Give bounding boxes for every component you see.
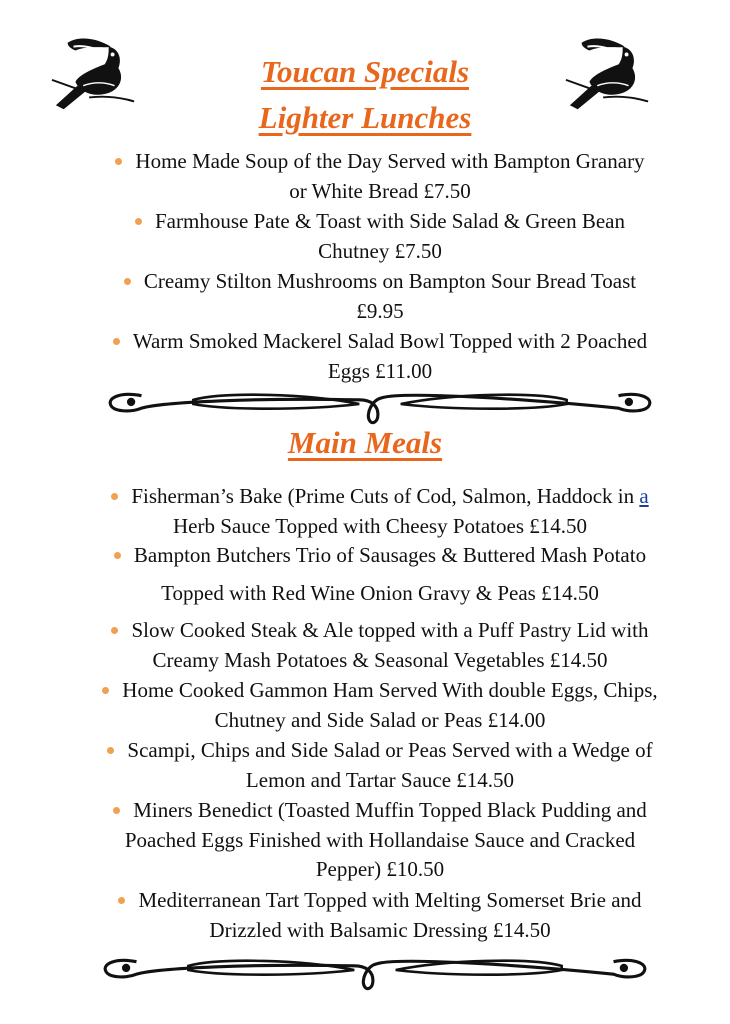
menu-item-text: Farmhouse Pate & Toast with Side Salad & Green Bean [155,209,625,233]
flourish-divider [95,945,655,995]
menu-item-link[interactable]: a [639,484,649,508]
menu-item-text: £9.95 [356,298,404,323]
menu-item-text: Creamy Stilton Mushrooms on Bampton Sour Bread Toast [143,269,637,293]
menu-item [60,676,700,735]
menu-item [60,886,700,945]
menu-item [60,267,700,326]
menu-item [60,541,700,608]
menu-item-text: Fisherman’s Bake (Prime Cuts of Cod, Salmon, Haddock in [131,484,640,508]
flourish-divider [100,383,660,425]
bullet-icon [111,493,118,500]
bullet-icon [111,627,118,634]
menu-item [60,736,700,795]
menu-item-text: Creamy Mash Potatoes & Seasonal Vegetables £14.50 [152,647,608,672]
menu-item-text: Pepper) £10.50 [315,857,445,881]
menu-item [60,616,700,675]
menu-item-text: Eggs £11.00 [327,358,433,383]
bullet-icon [124,278,131,285]
menu-item-text: Poached Eggs Finished with Hollandaise Sauce and Cracked [124,827,636,852]
title-main-meals: Main Meals [287,425,443,460]
bullet-icon [102,687,109,694]
title-toucan-specials: Toucan Specials [260,54,470,89]
menu-item-text: Home Cooked Gammon Ham Served With double Eggs, Chips, [122,678,658,702]
menu-item-text: or White Bread £7.50 [289,178,471,203]
menu-item-text: Scampi, Chips and Side Salad or Peas Served with a Wedge of [127,738,653,762]
menu-item-text: Warm Smoked Mackerel Salad Bowl Topped with 2 Poached [132,329,648,353]
title-lighter-lunches: Lighter Lunches [258,100,472,135]
bullet-icon [118,897,125,904]
menu-item-text: Chutney and Side Salad or Peas £14.00 [214,707,546,732]
bullet-icon [113,807,120,814]
bullet-icon [113,338,120,345]
menu-item-text: Bampton Butchers Trio of Sausages & Buttered Mash Potato [133,543,647,567]
menu-item [60,796,700,885]
bullet-icon [135,218,142,225]
menu-item-text: Slow Cooked Steak & Ale topped with a Puff Pastry Lid with [131,618,649,642]
menu-item-text: Chutney £7.50 [318,238,442,263]
menu-item-text: Mediterranean Tart Topped with Melting Somerset Brie and [138,888,642,912]
menu-item [60,207,700,266]
menu-item-text: Drizzled with Balsamic Dressing £14.50 [209,917,551,942]
bullet-icon [115,158,122,165]
bullet-icon [107,747,114,754]
menu-item-text: Home Made Soup of the Day Served with Bampton Granary [135,149,645,173]
menu-item [60,482,700,541]
menu-item-text: Herb Sauce Topped with Cheesy Potatoes £14.50 [173,513,587,538]
menu-item [60,147,700,206]
menu-item [60,327,700,386]
bullet-icon [114,552,121,559]
menu-item-text: Topped with Red Wine Onion Gravy & Peas £14.50 [161,580,599,605]
menu-item-text: Miners Benedict (Toasted Muffin Topped Black Pudding and [133,798,647,822]
menu-item-text: Lemon and Tartar Sauce £14.50 [245,767,515,792]
